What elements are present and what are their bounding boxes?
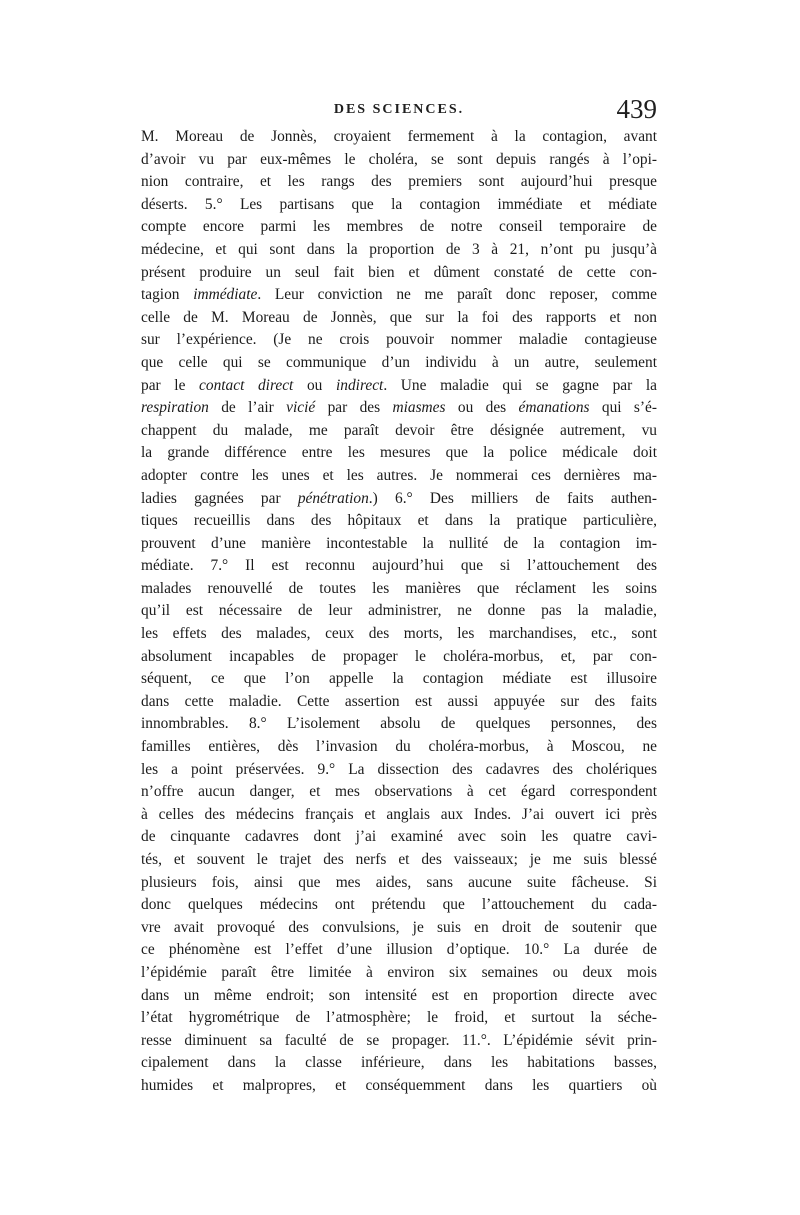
- text-line: [141, 420, 657, 443]
- italic-phrase: indirect: [336, 376, 384, 394]
- text-run: par des: [315, 399, 393, 417]
- text-line: [141, 442, 657, 465]
- italic-phrase: immédiate: [193, 286, 258, 304]
- text-run: cipalement dans la classe inférieure, dans les habitations basses,: [141, 1054, 657, 1072]
- body-text: [141, 126, 657, 1098]
- text-run: ladies gagnées par: [141, 489, 298, 507]
- text-run: plusieurs fois, ainsi que mes aides, sans aucune suite fâcheuse. Si: [141, 873, 657, 891]
- italic-phrase: pénétration: [297, 489, 369, 507]
- text-run: n’offre aucun danger, et mes observations à cet égard correspondent: [141, 783, 657, 801]
- text-line: [141, 284, 657, 307]
- text-line: [141, 149, 657, 172]
- text-line: [141, 397, 657, 420]
- text-run: de cinquante cadavres dont j’ai examiné avec soin les quatre cavi-: [141, 828, 657, 846]
- text-run: innombrables. 8.° L’isolement absolu de quelques personnes, des: [141, 715, 657, 733]
- text-run: donc quelques médecins ont prétendu que l’attouchement du cada-: [141, 896, 657, 914]
- text-line: [141, 510, 657, 533]
- text-line: [141, 352, 657, 375]
- text-line: [141, 194, 657, 217]
- text-run: ce phénomène est l’effet d’une illusion d’optique. 10.° La durée de: [141, 941, 657, 959]
- text-run: l’épidémie paraît être limitée à environ six semaines ou deux mois: [141, 963, 657, 981]
- text-line: [141, 736, 657, 759]
- text-line: [141, 262, 657, 285]
- text-run: celle de M. Moreau de Jonnès, que sur la foi des rapports et non: [141, 308, 657, 326]
- text-run: humides et malpropres, et conséquemment dans les quartiers où: [141, 1076, 657, 1094]
- text-run: chappent du malade, me paraît devoir être désignée autrement, vu: [141, 421, 657, 439]
- text-line: [141, 1075, 657, 1098]
- text-run: .) 6.° Des milliers de faits authen-: [368, 489, 657, 507]
- running-head: [141, 96, 657, 126]
- text-line: [141, 872, 657, 895]
- text-line: [141, 985, 657, 1008]
- text-run: resse diminuent sa faculté de se propager. 11.°. L’épidémie sévit prin-: [141, 1031, 657, 1049]
- italic-phrase: miasmes: [392, 399, 446, 417]
- text-run: déserts. 5.° Les partisans que la contagion immédiate et médiate: [141, 195, 657, 213]
- text-line: [141, 126, 657, 149]
- text-run: qu’il est nécessaire de leur administrer, ne donne pas la maladie,: [141, 602, 657, 620]
- running-title: DES SCIENCES.: [333, 102, 465, 117]
- text-line: [141, 781, 657, 804]
- text-line: [141, 849, 657, 872]
- text-line: [141, 329, 657, 352]
- text-line: [141, 894, 657, 917]
- text-run: vre avait provoqué des convulsions, je suis en droit de soutenir que: [141, 918, 657, 936]
- text-line: [141, 713, 657, 736]
- text-run: médecine, et qui sont dans la proportion de 3 à 21, n’ont pu jusqu’à: [141, 240, 657, 258]
- text-run: dans cette maladie. Cette assertion est aussi appuyée sur des faits: [141, 692, 657, 710]
- text-line: [141, 171, 657, 194]
- text-run: la grande différence entre les mesures que la police médicale doit: [141, 444, 657, 462]
- text-line: [141, 826, 657, 849]
- text-line: [141, 578, 657, 601]
- text-line: [141, 691, 657, 714]
- text-run: M. Moreau de Jonnès, croyaient fermement à la contagion, avant: [141, 128, 657, 145]
- page-number: 439: [616, 94, 657, 124]
- text-run: tiques recueillis dans des hôpitaux et dans la pratique particulière,: [141, 512, 657, 530]
- text-line: [141, 668, 657, 691]
- text-line: [141, 465, 657, 488]
- text-run: tés, et souvent le trajet des nerfs et des vaisseaux; je me suis blessé: [141, 851, 657, 868]
- text-run: à celles des médecins français et anglais aux Indes. J’ai ouvert ici près: [141, 805, 657, 823]
- text-run: séquent, ce que l’on appelle la contagion médiate est illusoire: [141, 670, 657, 688]
- text-run: malades renouvellé de toutes les manières que réclament les soins: [141, 579, 657, 597]
- italic-phrase: contact direct: [199, 376, 294, 394]
- text-line: [141, 1052, 657, 1075]
- italic-phrase: émanations: [518, 399, 590, 417]
- text-line: [141, 216, 657, 239]
- text-run: que celle qui se communique d’un individu à un autre, seulement: [141, 353, 657, 371]
- italic-phrase: respiration: [141, 399, 209, 417]
- text-run: d’avoir vu par eux-mêmes le choléra, se sont depuis rangés à l’opi-: [141, 150, 657, 168]
- text-line: [141, 962, 657, 985]
- text-line: [141, 375, 657, 398]
- text-run: compte encore parmi les membres de notre conseil temporaire de: [141, 218, 657, 236]
- text-run: prouvent d’une manière incontestable la nullité de la contagion im-: [141, 534, 657, 552]
- text-run: les effets des malades, ceux des morts, les marchandises, etc., sont: [141, 625, 657, 643]
- text-line: [141, 555, 657, 578]
- text-run: l’état hygrométrique de l’atmosphère; le froid, et surtout la séche-: [141, 1009, 657, 1027]
- text-line: [141, 759, 657, 782]
- text-line: [141, 804, 657, 827]
- text-run: présent produire un seul fait bien et dûment constaté de cette con-: [141, 263, 657, 281]
- text-run: adopter contre les unes et les autres. Je nommerai ces dernières ma-: [141, 466, 657, 484]
- text-line: [141, 307, 657, 330]
- text-run: sur l’expérience. (Je ne crois pouvoir nommer maladie contagieuse: [141, 331, 657, 349]
- text-run: par le: [141, 376, 200, 394]
- text-run: . Une maladie qui se gagne par la: [383, 376, 657, 394]
- text-line: [141, 917, 657, 940]
- text-run: tagion: [141, 286, 194, 304]
- text-run: absolument incapables de propager le choléra-morbus, et, par con-: [141, 647, 657, 665]
- text-line: [141, 1007, 657, 1030]
- text-run: ou des: [445, 399, 519, 417]
- text-run: les a point préservées. 9.° La dissection des cadavres des cholériques: [141, 760, 657, 778]
- text-run: médiate. 7.° Il est reconnu aujourd’hui que si l’attouchement des: [141, 557, 657, 575]
- text-line: [141, 623, 657, 646]
- text-line: [141, 488, 657, 511]
- text-line: [141, 646, 657, 669]
- text-line: [141, 939, 657, 962]
- text-run: dans un même endroit; son intensité est en proportion directe avec: [141, 986, 657, 1004]
- text-run: nion contraire, et les rangs des premiers sont aujourd’hui presque: [141, 173, 657, 191]
- text-run: de l’air: [208, 399, 287, 417]
- text-line: [141, 533, 657, 556]
- text-line: [141, 1030, 657, 1053]
- text-run: familles entières, dès l’invasion du choléra-morbus, à Moscou, ne: [141, 738, 657, 756]
- text-line: [141, 600, 657, 623]
- text-run: ou: [293, 376, 336, 394]
- text-line: [141, 239, 657, 262]
- italic-phrase: vicié: [286, 399, 316, 417]
- text-run: . Leur conviction ne me paraît donc reposer, comme: [257, 286, 657, 304]
- text-run: qui s’é-: [589, 399, 657, 417]
